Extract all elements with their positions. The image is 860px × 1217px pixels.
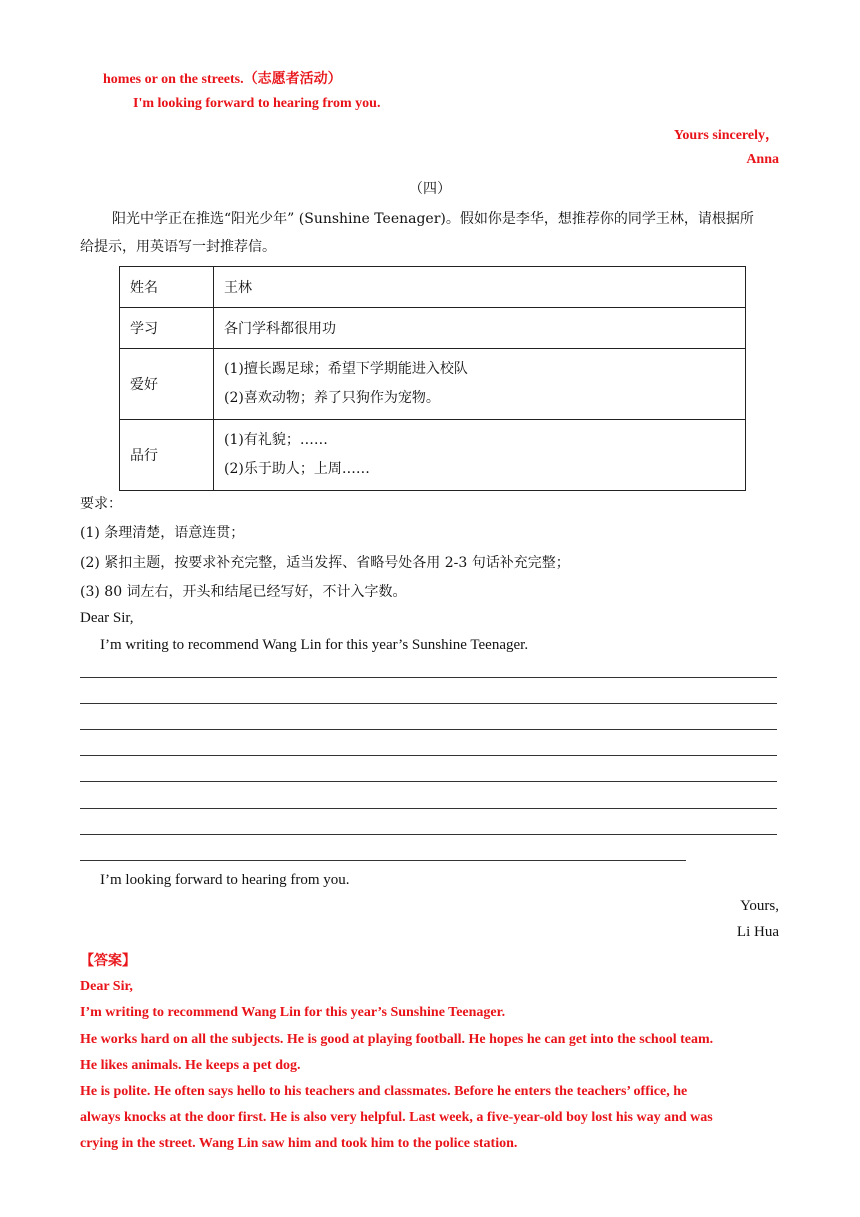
- table-value: 王林: [214, 267, 746, 308]
- previous-answer-name: Anna: [746, 152, 779, 167]
- requirement-item: (1) 条理清楚，语意连贯；: [80, 525, 245, 541]
- table-row: [120, 308, 746, 349]
- table-value: 各门学科都很用功: [214, 308, 746, 349]
- table-key: 姓名: [120, 267, 214, 308]
- table-value: [214, 349, 746, 420]
- letter-opening: I’m writing to recommend Wang Lin for this year’s Sunshine Teenager.: [100, 637, 529, 653]
- table-row: [120, 349, 746, 420]
- section-number: （四）: [409, 181, 451, 197]
- answer-line: He likes animals. He keeps a pet dog.: [80, 1058, 301, 1073]
- prompt-line-2: 给提示，用英语写一封推荐信。: [80, 239, 276, 255]
- requirements-title: 要求：: [80, 496, 122, 512]
- writing-line: [80, 781, 777, 782]
- table-value-line: (1)有礼貌；……: [224, 432, 328, 448]
- writing-line: [80, 808, 777, 809]
- table-value: [214, 420, 746, 491]
- writing-line: [80, 834, 777, 835]
- answer-greeting: Dear Sir,: [80, 979, 133, 994]
- table-value-line: (1)擅长踢足球；希望下学期能进入校队: [224, 361, 468, 377]
- table-key: 品行: [120, 420, 214, 491]
- previous-answer-line-2: I'm looking forward to hearing from you.: [133, 96, 381, 111]
- previous-answer-line-1: homes or on the streets.（志愿者活动）: [103, 72, 342, 87]
- writing-line: [80, 860, 686, 861]
- answer-line: crying in the street. Wang Lin saw him and took him to the police station.: [80, 1136, 518, 1151]
- writing-line: [80, 755, 777, 756]
- answer-line: He is polite. He often says hello to his teachers and classmates. Before he enters the teachers’ office, he: [80, 1084, 688, 1099]
- letter-sign-off: Yours,: [740, 898, 779, 914]
- prompt-line-1: 阳光中学正在推选“阳光少年” (Sunshine Teenager)。假如你是李华，想推荐你的同学王林，请根据所: [112, 211, 754, 227]
- writing-line: [80, 677, 777, 678]
- answer-line: I’m writing to recommend Wang Lin for this year’s Sunshine Teenager.: [80, 1005, 506, 1020]
- letter-greeting: Dear Sir,: [80, 610, 134, 626]
- table-row: [120, 267, 746, 308]
- info-table: [119, 266, 746, 491]
- writing-line: [80, 703, 777, 704]
- table-value-line: (2)喜欢动物；养了只狗作为宠物。: [224, 390, 440, 406]
- table-key: 学习: [120, 308, 214, 349]
- writing-line: [80, 729, 777, 730]
- requirement-item: (2) 紧扣主题，按要求补充完整，适当发挥、省略号处各用 2-3 句话补充完整；: [80, 555, 570, 571]
- table-value-line: (2)乐于助人；上周……: [224, 461, 370, 477]
- table-row: [120, 420, 746, 491]
- letter-closing-line: I’m looking forward to hearing from you.: [100, 872, 350, 888]
- letter-signature: Li Hua: [736, 924, 779, 940]
- answer-line: always knocks at the door first. He is also very helpful. Last week, a five-year-old boy lost his way and was: [80, 1110, 713, 1125]
- requirement-item: (3) 80 词左右，开头和结尾已经写好，不计入字数。: [80, 584, 407, 600]
- answer-line: He works hard on all the subjects. He is good at playing football. He hopes he can get into the school team.: [80, 1032, 714, 1047]
- answer-heading: 【答案】: [80, 954, 136, 969]
- table-key: 爱好: [120, 349, 214, 420]
- previous-answer-closing: Yours sincerely，: [673, 128, 779, 143]
